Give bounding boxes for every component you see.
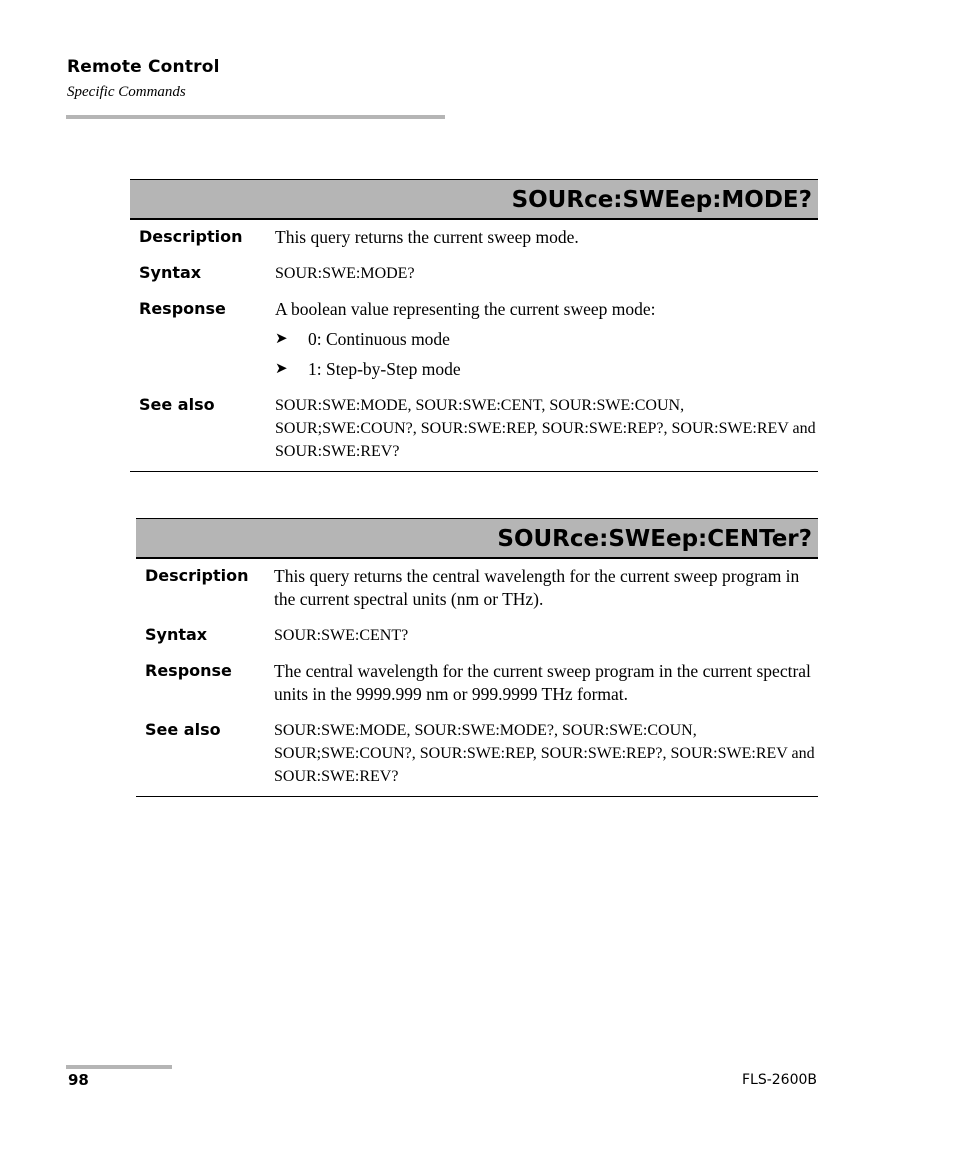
section-subtitle: Specific Commands bbox=[67, 84, 186, 100]
response-label: Response bbox=[139, 299, 226, 318]
command-heading-bar bbox=[136, 518, 818, 559]
syntax-row bbox=[136, 624, 818, 647]
see-also-label: See also bbox=[139, 395, 215, 414]
arrow-bullet-icon: ➤ bbox=[275, 331, 288, 347]
syntax-text: SOUR:SWE:CENT? bbox=[274, 627, 409, 644]
page-number: 98 bbox=[68, 1071, 89, 1089]
command-details bbox=[136, 559, 818, 797]
description-row bbox=[130, 226, 818, 249]
response-label: Response bbox=[145, 661, 232, 680]
header-rule bbox=[66, 115, 445, 119]
response-text: The central wavelength for the current sweep program in the current spectral units in the 9999.999 nm or 999.9999 THz format. bbox=[274, 661, 811, 704]
description-text: This query returns the current sweep mode. bbox=[275, 227, 579, 247]
command-heading-bar bbox=[130, 179, 818, 220]
see-also-row bbox=[136, 719, 818, 788]
response-item-text: 1: Step-by-Step mode bbox=[308, 359, 461, 379]
command-heading: SOURce:SWEep:CENTer? bbox=[497, 526, 812, 552]
response-content bbox=[275, 298, 818, 381]
see-also-text: SOUR:SWE:MODE, SOUR:SWE:MODE?, SOUR:SWE:COUN, SOUR;SWE:COUN?, SOUR:SWE:REP, SOUR:SWE:REP?, SOUR:SWE:REV and SOUR:SWE:REV? bbox=[274, 722, 815, 785]
arrow-bullet-icon: ➤ bbox=[275, 361, 288, 377]
description-label: Description bbox=[145, 566, 249, 585]
response-list-item bbox=[275, 328, 818, 351]
command-block-sweep-mode bbox=[130, 179, 818, 472]
see-also-label: See also bbox=[145, 720, 221, 739]
syntax-text: SOUR:SWE:MODE? bbox=[275, 265, 415, 282]
response-list-item bbox=[275, 358, 818, 381]
syntax-row bbox=[130, 262, 818, 285]
syntax-label: Syntax bbox=[139, 263, 202, 282]
page-header bbox=[67, 57, 220, 101]
see-also-row bbox=[130, 394, 818, 463]
response-row bbox=[130, 298, 818, 381]
see-also-text: SOUR:SWE:MODE, SOUR:SWE:CENT, SOUR:SWE:COUN, SOUR;SWE:COUN?, SOUR:SWE:REP, SOUR:SWE:REP?, SOUR:SWE:REV and SOUR:SWE:REV? bbox=[275, 397, 816, 460]
response-text: A boolean value representing the current sweep mode: bbox=[275, 299, 656, 319]
command-heading: SOURce:SWEep:MODE? bbox=[511, 187, 812, 213]
response-item-text: 0: Continuous mode bbox=[308, 329, 450, 349]
syntax-label: Syntax bbox=[145, 625, 208, 644]
command-details bbox=[130, 220, 818, 472]
response-row bbox=[136, 660, 818, 706]
footer-rule bbox=[66, 1065, 172, 1069]
command-block-sweep-center bbox=[136, 518, 818, 797]
description-row bbox=[136, 565, 818, 611]
description-label: Description bbox=[139, 227, 243, 246]
chapter-title: Remote Control bbox=[67, 57, 220, 77]
description-text: This query returns the central wavelength for the current sweep program in the current spectral units (nm or THz). bbox=[274, 566, 800, 609]
product-name: FLS-2600B bbox=[741, 1072, 817, 1088]
